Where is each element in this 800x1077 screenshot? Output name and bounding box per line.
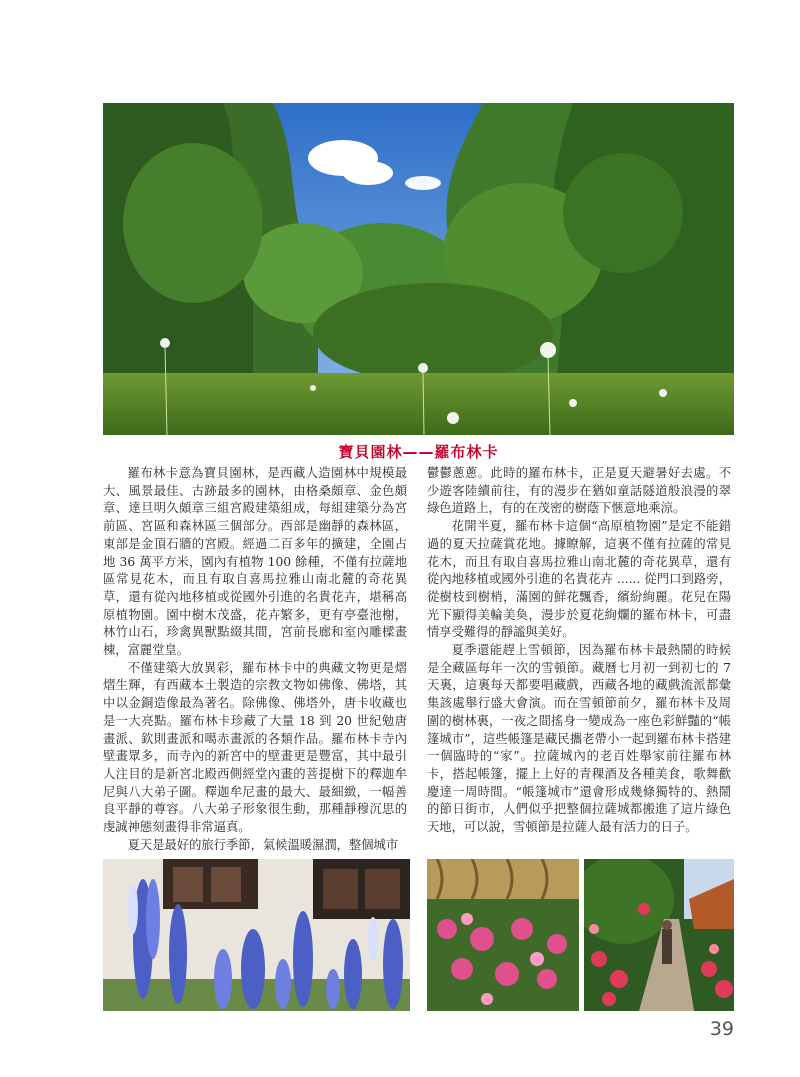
paragraph: 不僅建築大放異彩，羅布林卡中的典藏文物更是熠熠生輝，有西藏本土製造的宗教文物如佛像、佛塔，其中以金銅造像最為著名。除佛像、佛塔外，唐卡收藏也是一大亮點。羅布林卡珍藏了大量 18 到 20 世紀勉唐畫派、欽則畫派和噶赤畫派的各類作品。羅布林卡寺內壁畫眾多，而寺內的新宮中的壁畫更是豐富，其中最引人注目的是新宮北殿西側經堂內畫的菩提樹下的釋迦牟尼與八大弟子圖。釋迦牟尼畫的最大、最細緻，一幅善良平靜的尊容。八大弟子形象很生動，那種靜穆沉思的虔誠神態刻畫得非常逼真。 (103, 660, 407, 835)
article-column-left (103, 465, 407, 854)
photo-caption: 寶貝園林——羅布林卡 (338, 443, 499, 461)
hero-photo-garden-trees (103, 103, 734, 435)
photo-garden-flowers (427, 859, 579, 1011)
paragraph: 夏天是最好的旅行季節，氣候溫暖濕潤，整個城市 (127, 837, 399, 852)
photo-garden-path-visitor (584, 859, 734, 1011)
paragraph: 羅布林卡意為寶貝園林，是西藏人造園林中規模最大、風景最佳、古跡最多的園林，由格桑頗章、金色頗章、達旦明久頗章三組宮殿建築組成，每組建築分為宮前區、宮區和森林區三個部分。西部是幽靜的森林區，東部是金頂石牆的宮殿。經過二百多年的擴建，全園占地 36 萬平方米，園內有植物 100 餘種，不僅有拉薩地區常見花木，而且有取自喜馬拉雅山南北麓的奇花異草，還有從內地移植或從國外引進的名貴花卉，堪稱高原植物園。園中樹木茂盛，花卉繁多，更有亭臺池榭，林竹山石，珍禽異獸點綴其間，宮前長廊和室內雕樑畫棟，富麗堂皇。 (103, 466, 407, 658)
paragraph: 花開半夏，羅布林卡這個“高原植物園”是定不能錯過的夏天拉薩賞花地。據瞭解，這裏不僅有拉薩的常見花木，而且有取自喜馬拉雅山南北麓的奇花異草，還有從內地移植或國外引進的名貴花卉 ...... 從門口到路旁，從樹枝到樹梢，滿園的鮮花飄香，繽紛絢麗。花兒在陽光下顯得美輪美奐，漫步於夏花絢爛的羅布林卡，可盡情享受難得的靜謐與美好。 (427, 519, 731, 640)
paragraph: 夏季還能趕上雪頓節，因為羅布林卡最熱鬧的時候是全藏區每年一次的雪頓節。藏曆七月初一到初七的 7 天裏，這裏每天都要唱藏戲，西藏各地的藏戲流派都彙集該處舉行盛大會演。而在雪頓節前夕，羅布林卡及周圍的樹林裏，一夜之間搖身一變成為一座色彩鮮豔的“帳篷城市”，這些帳篷是藏民攜老帶小一起到羅布林卡搭建一個臨時的“家”。拉薩城內的老百姓舉家前往羅布林卡，搭起帳篷，擺上上好的青稞酒及各種美食，歌舞歡慶達一周時間。“帳篷城市”還會形成幾條獨特的、熱鬧的節日街市，人們似乎把整個拉薩城都搬進了這片綠色天地，可以說，雪頓節是拉薩人最有活力的日子。 (427, 643, 731, 835)
article-column-right (427, 465, 731, 837)
page-number: 39 (709, 1018, 734, 1040)
photo-delphinium-flowers (103, 859, 410, 1011)
paragraph: 鬱鬱蔥蔥。此時的羅布林卡，正是夏天避暑好去處。不少遊客陸續前往，有的漫步在猶如童話隧道般浪漫的翠綠色道路上，有的在茂密的樹蔭下愜意地乘涼。 (427, 466, 731, 516)
